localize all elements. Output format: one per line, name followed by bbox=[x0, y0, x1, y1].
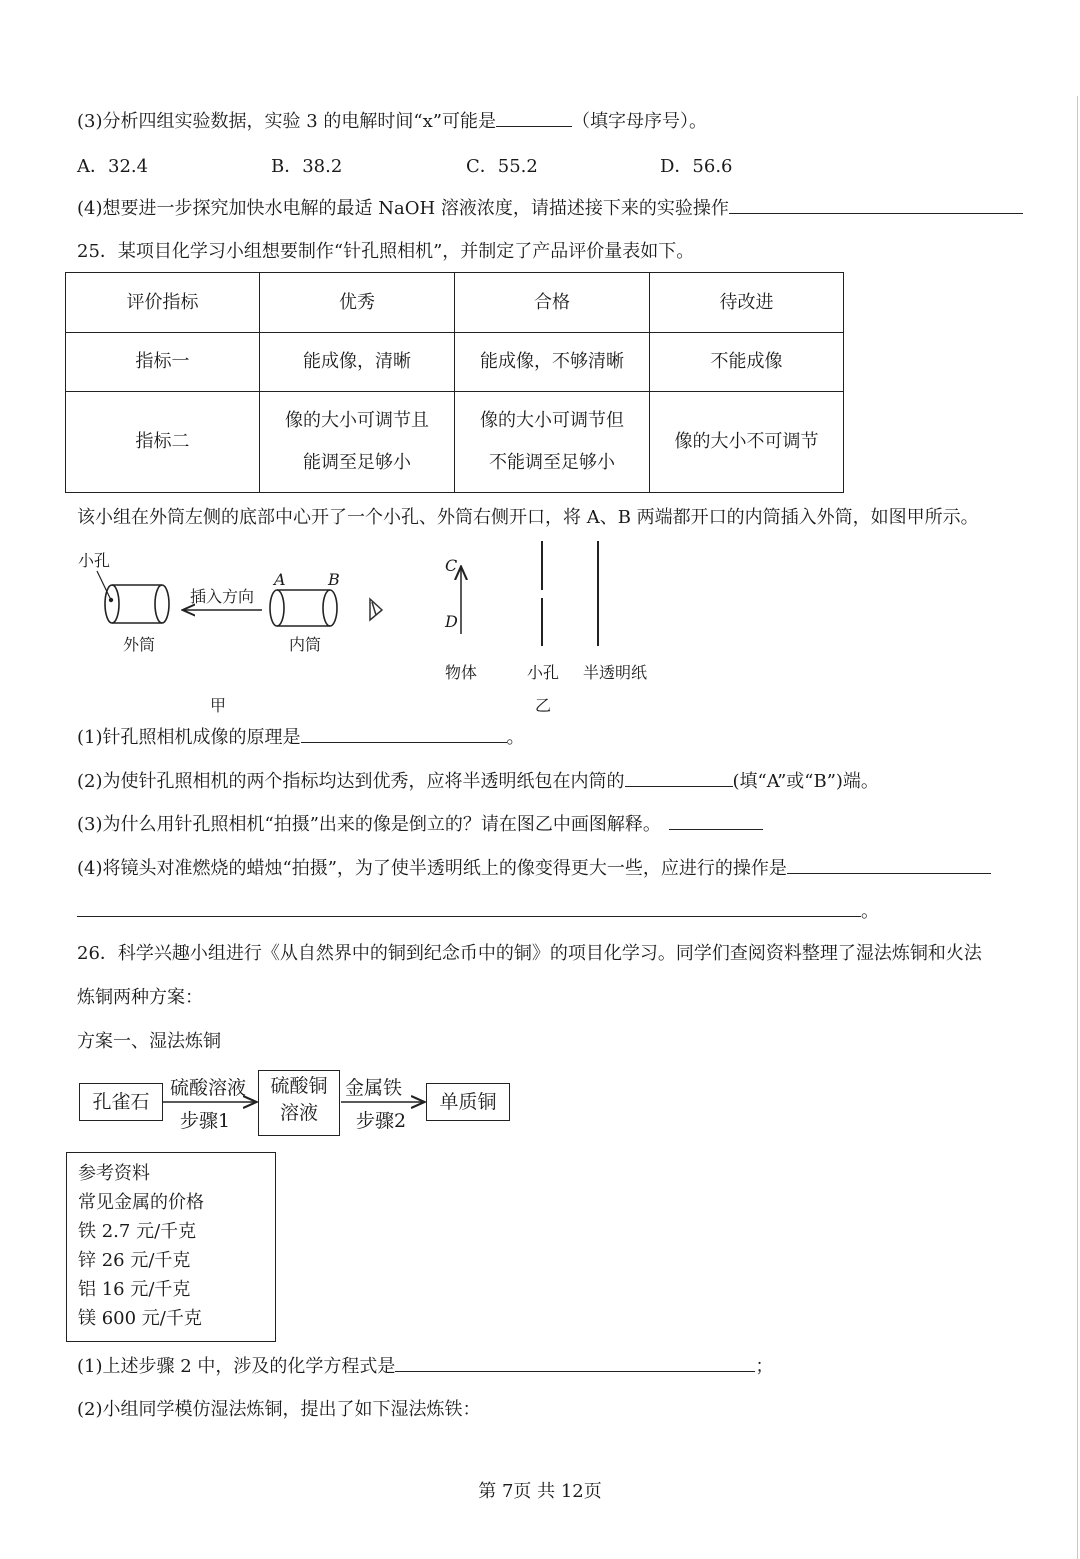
price-item: 铁 2.7 元/千克 bbox=[78, 1221, 197, 1242]
flow-reagent-sulfuric-acid: 硫酸溶液 bbox=[170, 1077, 247, 1099]
table-cell: 不能成像 bbox=[650, 333, 844, 392]
flow-box-copper-sulfate: 硫酸铜 溶液 bbox=[258, 1070, 340, 1136]
label-outer-tube: 外筒 bbox=[123, 635, 156, 654]
table-header: 合格 bbox=[455, 273, 650, 333]
table-cell: 指标二 bbox=[66, 392, 260, 493]
reference-subtitle: 常见金属的价格 bbox=[78, 1192, 204, 1213]
q25-part4-continued: 。 bbox=[77, 898, 879, 924]
q26-plan-title: 方案一、湿法炼铜 bbox=[77, 1031, 221, 1052]
label-pinhole: 小孔 bbox=[78, 551, 111, 570]
q24-part4: (4)想要进一步探究加快水电解的最适 NaOH 溶液浓度，请描述接下来的实验操作 bbox=[77, 195, 1023, 221]
table-cell: 能成像，清晰 bbox=[260, 333, 455, 392]
q25-part2: (2)为使针孔照相机的两个指标均达到优秀，应将半透明纸包在内筒的 (填“A”或“B”)端。 bbox=[77, 768, 879, 794]
price-item: 镁 600 元/千克 bbox=[78, 1308, 202, 1329]
q25-part1: (1)针孔照相机成像的原理是 。 bbox=[77, 724, 525, 750]
reference-box bbox=[66, 1152, 276, 1342]
price-item: 锌 26 元/千克 bbox=[78, 1250, 191, 1271]
table-header: 优秀 bbox=[260, 273, 455, 333]
flow-step1: 步骤1 bbox=[180, 1110, 231, 1132]
price-item: 铝 16 元/千克 bbox=[78, 1279, 191, 1300]
flow-box-malachite: 孔雀石 bbox=[79, 1083, 163, 1121]
label-yi-pinhole: 小孔 bbox=[527, 663, 560, 682]
label-c: C bbox=[445, 556, 458, 575]
label-end-a: A bbox=[274, 570, 286, 589]
q24-part3: (3)分析四组实验数据，实验 3 的电解时间“x”可能是 （填字母序号）。 bbox=[77, 108, 707, 134]
label-end-b: B bbox=[328, 570, 340, 589]
page-footer: 第 7页 共 12页 bbox=[478, 1481, 602, 1502]
q25-intro: 25．某项目化学习小组想要制作“针孔照相机”，并制定了产品评价量表如下。 bbox=[77, 241, 695, 262]
answer-blank[interactable] bbox=[787, 855, 991, 874]
option-d[interactable]: D．56.6 bbox=[660, 156, 733, 177]
pinhole-camera-figures bbox=[0, 0, 1080, 720]
q26-intro-line1: 26．科学兴趣小组进行《从自然界中的铜到纪念币中的铜》的项目化学习。同学们查阅资料整理了湿法炼铜和火法 bbox=[77, 943, 982, 964]
q26-part1: (1)上述步骤 2 中，涉及的化学方程式是 ； bbox=[77, 1353, 773, 1379]
option-b[interactable]: B．38.2 bbox=[271, 156, 343, 177]
answer-blank[interactable] bbox=[77, 898, 861, 917]
table-cell: 指标一 bbox=[66, 333, 260, 392]
flow-box-copper: 单质铜 bbox=[426, 1083, 510, 1121]
eye-symbol bbox=[370, 599, 382, 620]
label-translucent-paper: 半透明纸 bbox=[583, 663, 648, 682]
q25-description: 该小组在外筒左侧的底部中心开了一个小孔、外筒右侧开口，将 A、B 两端都开口的内筒插入外筒，如图甲所示。 bbox=[77, 507, 979, 528]
answer-blank[interactable] bbox=[301, 724, 507, 743]
label-insert-direction: 插入方向 bbox=[190, 587, 255, 606]
table-header: 待改进 bbox=[650, 273, 844, 333]
label-object: 物体 bbox=[445, 663, 478, 682]
caption-fig-yi: 乙 bbox=[535, 696, 552, 715]
flow-step2: 步骤2 bbox=[356, 1110, 407, 1132]
table-header: 评价指标 bbox=[66, 273, 260, 333]
q26-intro-line2: 炼铜两种方案： bbox=[77, 987, 203, 1008]
answer-blank[interactable] bbox=[625, 768, 733, 787]
outer-tube bbox=[105, 585, 169, 623]
option-a[interactable]: A．32.4 bbox=[77, 156, 149, 177]
flow-arrows bbox=[0, 1060, 540, 1150]
option-c[interactable]: C．55.2 bbox=[466, 156, 538, 177]
table-cell: 像的大小可调节且 能调至足够小 bbox=[260, 392, 455, 493]
answer-blank[interactable] bbox=[669, 811, 763, 830]
answer-blank[interactable] bbox=[395, 1353, 755, 1372]
caption-fig-jia: 甲 bbox=[210, 696, 227, 715]
q26-part2: (2)小组同学模仿湿法炼铜，提出了如下湿法炼铁： bbox=[77, 1399, 481, 1420]
q25-part4: (4)将镜头对准燃烧的蜡烛“拍摄”，为了使半透明纸上的像变得更大一些，应进行的操作是 bbox=[77, 855, 991, 881]
q25-part3: (3)为什么用针孔照相机“拍摄”出来的像是倒立的？请在图乙中画图解释。 bbox=[77, 811, 763, 837]
table-cell: 像的大小可调节但 不能调至足够小 bbox=[455, 392, 650, 493]
reference-title: 参考资料 bbox=[78, 1163, 150, 1184]
table-cell: 能成像，不够清晰 bbox=[455, 333, 650, 392]
table-cell: 像的大小不可调节 bbox=[650, 392, 844, 493]
label-d: D bbox=[445, 612, 458, 631]
label-inner-tube: 内筒 bbox=[289, 635, 322, 654]
flow-reagent-iron: 金属铁 bbox=[345, 1077, 403, 1099]
inner-tube bbox=[270, 590, 337, 626]
